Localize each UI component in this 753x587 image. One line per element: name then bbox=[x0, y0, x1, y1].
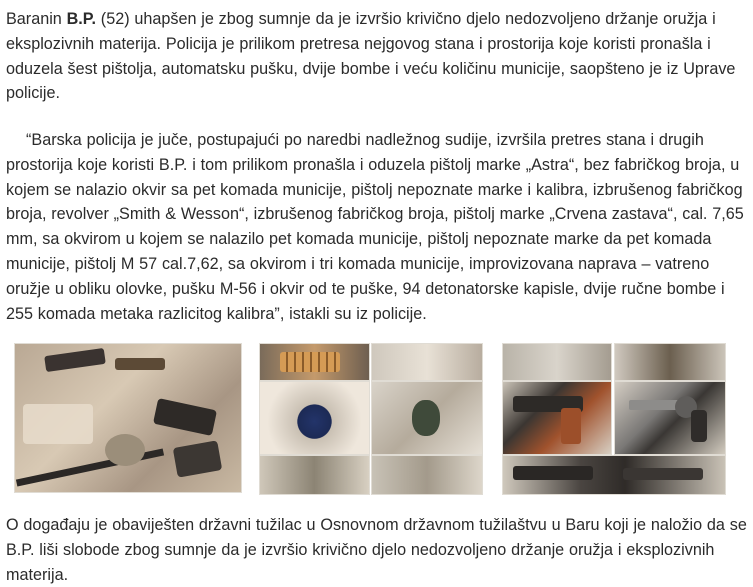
photo-grenade-package[interactable] bbox=[259, 455, 370, 495]
paragraph-arrest bbox=[6, 7, 748, 106]
photo-hand-grenade[interactable] bbox=[371, 381, 483, 455]
quote-text: “Barska policija je juče, postupajući po naredbi nadležnog sudije, izvršila pretres stana i drugih prostorija koje koristi B.P. i tom prilikom pronašla i oduzela pištolj marke „Astra“, bez fabričkog broja, u kojem se nalazio okvir sa pet komada municije, pištolj nepoznate marke i kalibra, izbrušenog fabričkog broja, revolver „Smith & Wesson“, izbrušenog fabričkog broja, pištolj marke „Crvena zastava“, cal. 7,65 mm, sa okvirom u kojem se nalazilo pet komada municije, pištolj nepoznate marke da pet komada municije, pištolj M 57 cal.7,62, sa okvirom i tri komada municije, improvizovana naprava – vatreno oružje u obliku olovke, pušku M-56 i okvir od te puške, 94 detonatorske kapisle, dvije ručne bombe i 255 komada metaka razlicitog kalibra”, istakli su iz policije. bbox=[6, 131, 744, 323]
paragraph-police-quote bbox=[6, 128, 748, 326]
photo-pistol-top[interactable] bbox=[614, 343, 726, 381]
photo-gallery bbox=[0, 343, 753, 493]
photo-pistol-case[interactable] bbox=[502, 343, 612, 381]
photo-ammunition-box[interactable] bbox=[259, 343, 370, 381]
paragraph-prosecutor: O događaju je obaviješten državni tužilac u Osnovnom državnom tužilaštvu u Baru koji je naložio da se B.P. liši slobode zbog sumnje da je izvršio krivično djelo nedozvoljeno držanje oružja i eksplozivnih materija. bbox=[6, 516, 747, 584]
photo-detonators[interactable] bbox=[371, 343, 483, 381]
photo-pistol-wooden-grip[interactable] bbox=[502, 381, 612, 455]
photo-cartridges[interactable] bbox=[371, 455, 483, 495]
paragraph-body: (52) uhapšen je zbog sumnje da je izvršio krivično djelo nedozvoljeno držanje oružja i eksplozivnih materija. Policija je prilikom pretresa nejgovog stana i prostorija koje koristi pronašla i oduzela šest pištolja, automatsku pušku, dvije bombe i veću količinu municije, saopšteno je iz Uprave policije. bbox=[6, 10, 736, 103]
photo-seized-weapons-overview[interactable] bbox=[14, 343, 242, 493]
photo-revolver[interactable] bbox=[614, 381, 726, 455]
paragraph-prefix: Baranin bbox=[6, 10, 67, 28]
suspect-initials: B.P. bbox=[66, 10, 96, 28]
photo-pistols-row[interactable] bbox=[502, 455, 726, 495]
photo-ammunition-jar[interactable] bbox=[259, 381, 370, 455]
